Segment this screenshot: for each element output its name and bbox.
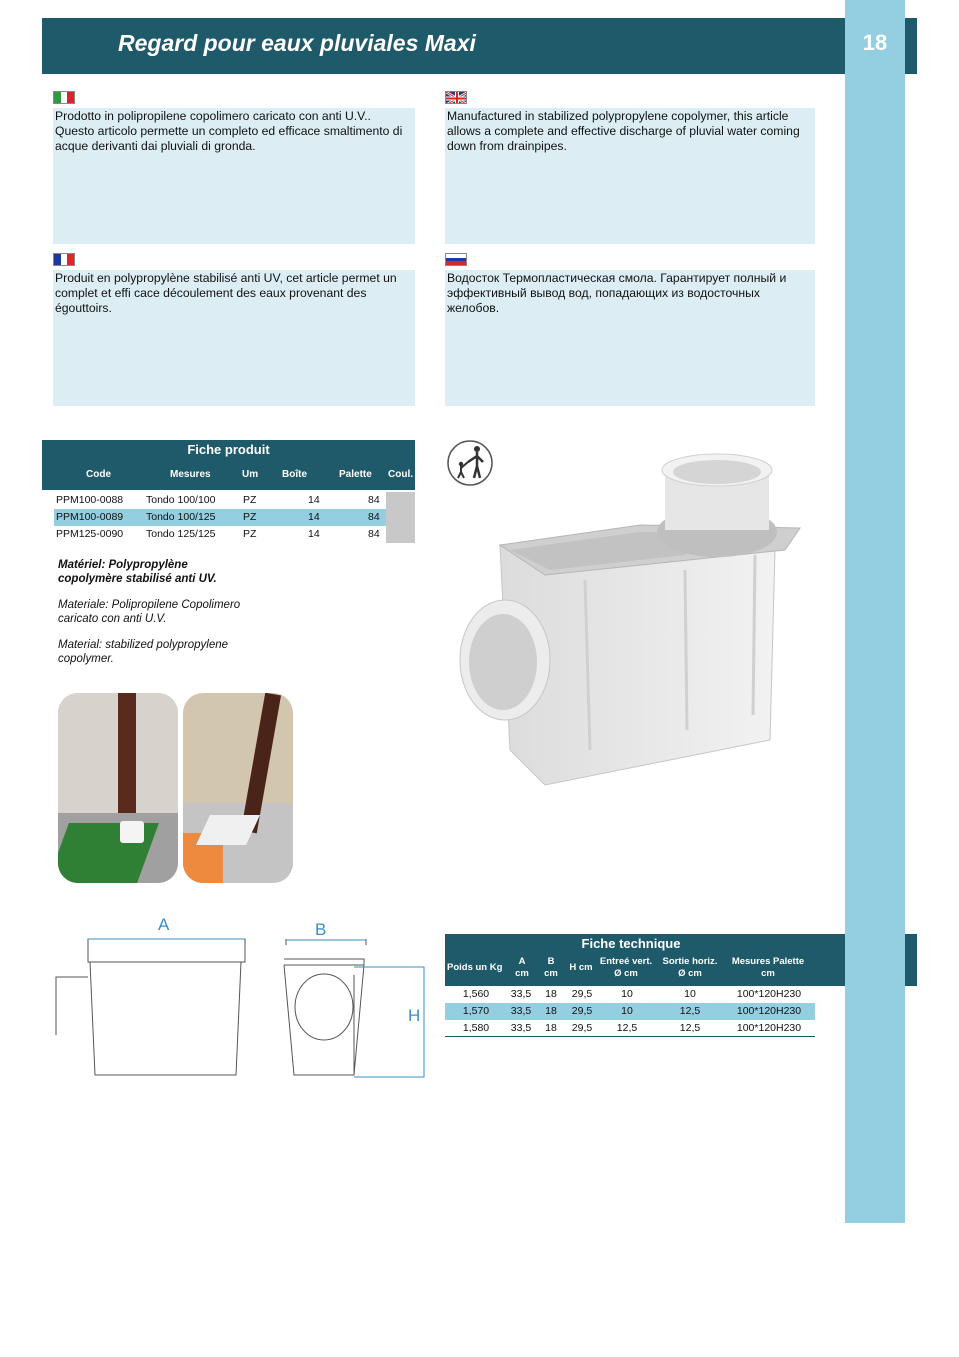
mesures-cell: Tondo 125/125 [146,528,216,540]
palette-cell: 84 [368,528,380,540]
pallet-cell: 100*120H230 [736,1005,802,1017]
uk-flag-icon [445,91,467,104]
column-header: A cm [515,956,529,979]
tech-header-tab [905,934,917,986]
weight-cell: 1,580 [462,1022,490,1034]
inlet-cell: 12,5 [616,1022,638,1034]
tech-table-title: Fiche technique [581,936,681,951]
material-it-line1: Materiale: Polipropilene Copolimero [58,599,241,611]
h-cell: 29,5 [571,1005,593,1017]
um-cell: PZ [243,528,257,540]
a-cell: 33,5 [510,988,532,1000]
table-row [54,509,386,526]
mesures-cell: Tondo 100/100 [146,494,216,506]
h-cell: 29,5 [571,988,593,1000]
um-cell: PZ [243,511,257,523]
b-cell: 18 [545,988,557,1000]
table-row [445,1003,815,1020]
description-en: Manufactured in stabilized polypropylene copolymer, this article allows a complete and effective discharge of pluvial water coming down from drainpipes. [445,108,815,244]
inlet-cell: 10 [621,988,633,1000]
inlet-cell: 10 [621,1005,633,1017]
material-fr-line2: copolymère stabilisé anti UV. [58,573,217,585]
installation-photo-1 [58,693,178,883]
dimension-a-label: A [158,915,170,934]
product-table-header [42,440,415,490]
boite-cell: 14 [308,528,320,540]
column-header: Um [242,469,259,480]
outlet-cell: 10 [684,988,696,1000]
italy-flag-icon [53,91,75,104]
outlet-cell: 12,5 [679,1022,701,1034]
pallet-cell: 100*120H230 [736,1022,802,1034]
column-header: Mesures Palette cm [731,956,805,979]
table-row [54,492,386,509]
material-en-line2: copolymer. [58,653,114,665]
page-number: 18 [862,30,888,55]
table-divider [445,1036,815,1037]
mesures-cell: Tondo 100/125 [146,511,216,523]
description-fr: Produit en polypropylène stabilisé anti UV, cet article permet un complet et effi cace découlement des eaux provenant des égouttoirs. [53,270,415,406]
column-header: B cm [544,956,558,979]
code-cell: PPM100-0088 [56,494,124,506]
russia-flag-icon [445,253,467,266]
a-cell: 33,5 [510,1022,532,1034]
column-header: Code [86,469,111,480]
h-cell: 29,5 [571,1022,593,1034]
material-en-line1: Material: stabilized polypropylene [58,639,229,651]
column-header: Palette [339,469,372,480]
dimension-h-label: H [408,1006,421,1025]
weight-cell: 1,560 [462,988,490,1000]
material-fr-line1: Matériel: Polypropylène [58,559,188,571]
palette-cell: 84 [368,511,380,523]
code-cell: PPM125-0090 [56,528,124,540]
table-row [445,1020,815,1037]
dimension-b-label: B [315,920,327,939]
side-strip [845,0,905,1223]
material-it-line2: caricato con anti U.V. [58,613,167,625]
b-cell: 18 [545,1005,557,1017]
description-it: Prodotto in polipropilene copolimero caricato con anti U.V.. Questo articolo permette un completo ed efficace smaltimento di acque derivanti dai pluviali di gronda. [53,108,415,244]
tech-table-header [445,934,845,986]
page-title: Regard pour eaux pluviales Maxi [118,30,476,56]
header-tab [905,18,917,74]
pallet-cell: 100*120H230 [736,988,802,1000]
a-cell: 33,5 [510,1005,532,1017]
boite-cell: 14 [308,494,320,506]
color-swatch [386,492,415,543]
boite-cell: 14 [308,511,320,523]
um-cell: PZ [243,494,257,506]
column-header: Boîte [282,469,307,480]
palette-cell: 84 [368,494,380,506]
column-header: Poids un Kg [447,962,503,973]
france-flag-icon [53,253,75,266]
column-header: Entreé vert. Ø cm [599,956,653,979]
column-header: Coul. [388,469,413,480]
product-image [455,450,815,790]
outlet-cell: 12,5 [679,1005,701,1017]
column-header: Sortie horiz. Ø cm [662,956,718,979]
weight-cell: 1,570 [462,1005,490,1017]
installation-photo-2 [183,693,293,883]
column-header: Mesures [170,469,211,480]
column-header: H cm [569,962,593,973]
description-ru: Водосток Термопластическая смола. Гарантирует полный и эффективный вывод вод, попадающих из водосточных желобов. [445,270,815,406]
table-row [54,526,386,543]
b-cell: 18 [545,1022,557,1034]
code-cell: PPM100-0089 [56,511,124,523]
technical-diagram [52,935,432,1080]
table-row [445,986,815,1003]
product-table-title: Fiche produit [187,442,270,457]
